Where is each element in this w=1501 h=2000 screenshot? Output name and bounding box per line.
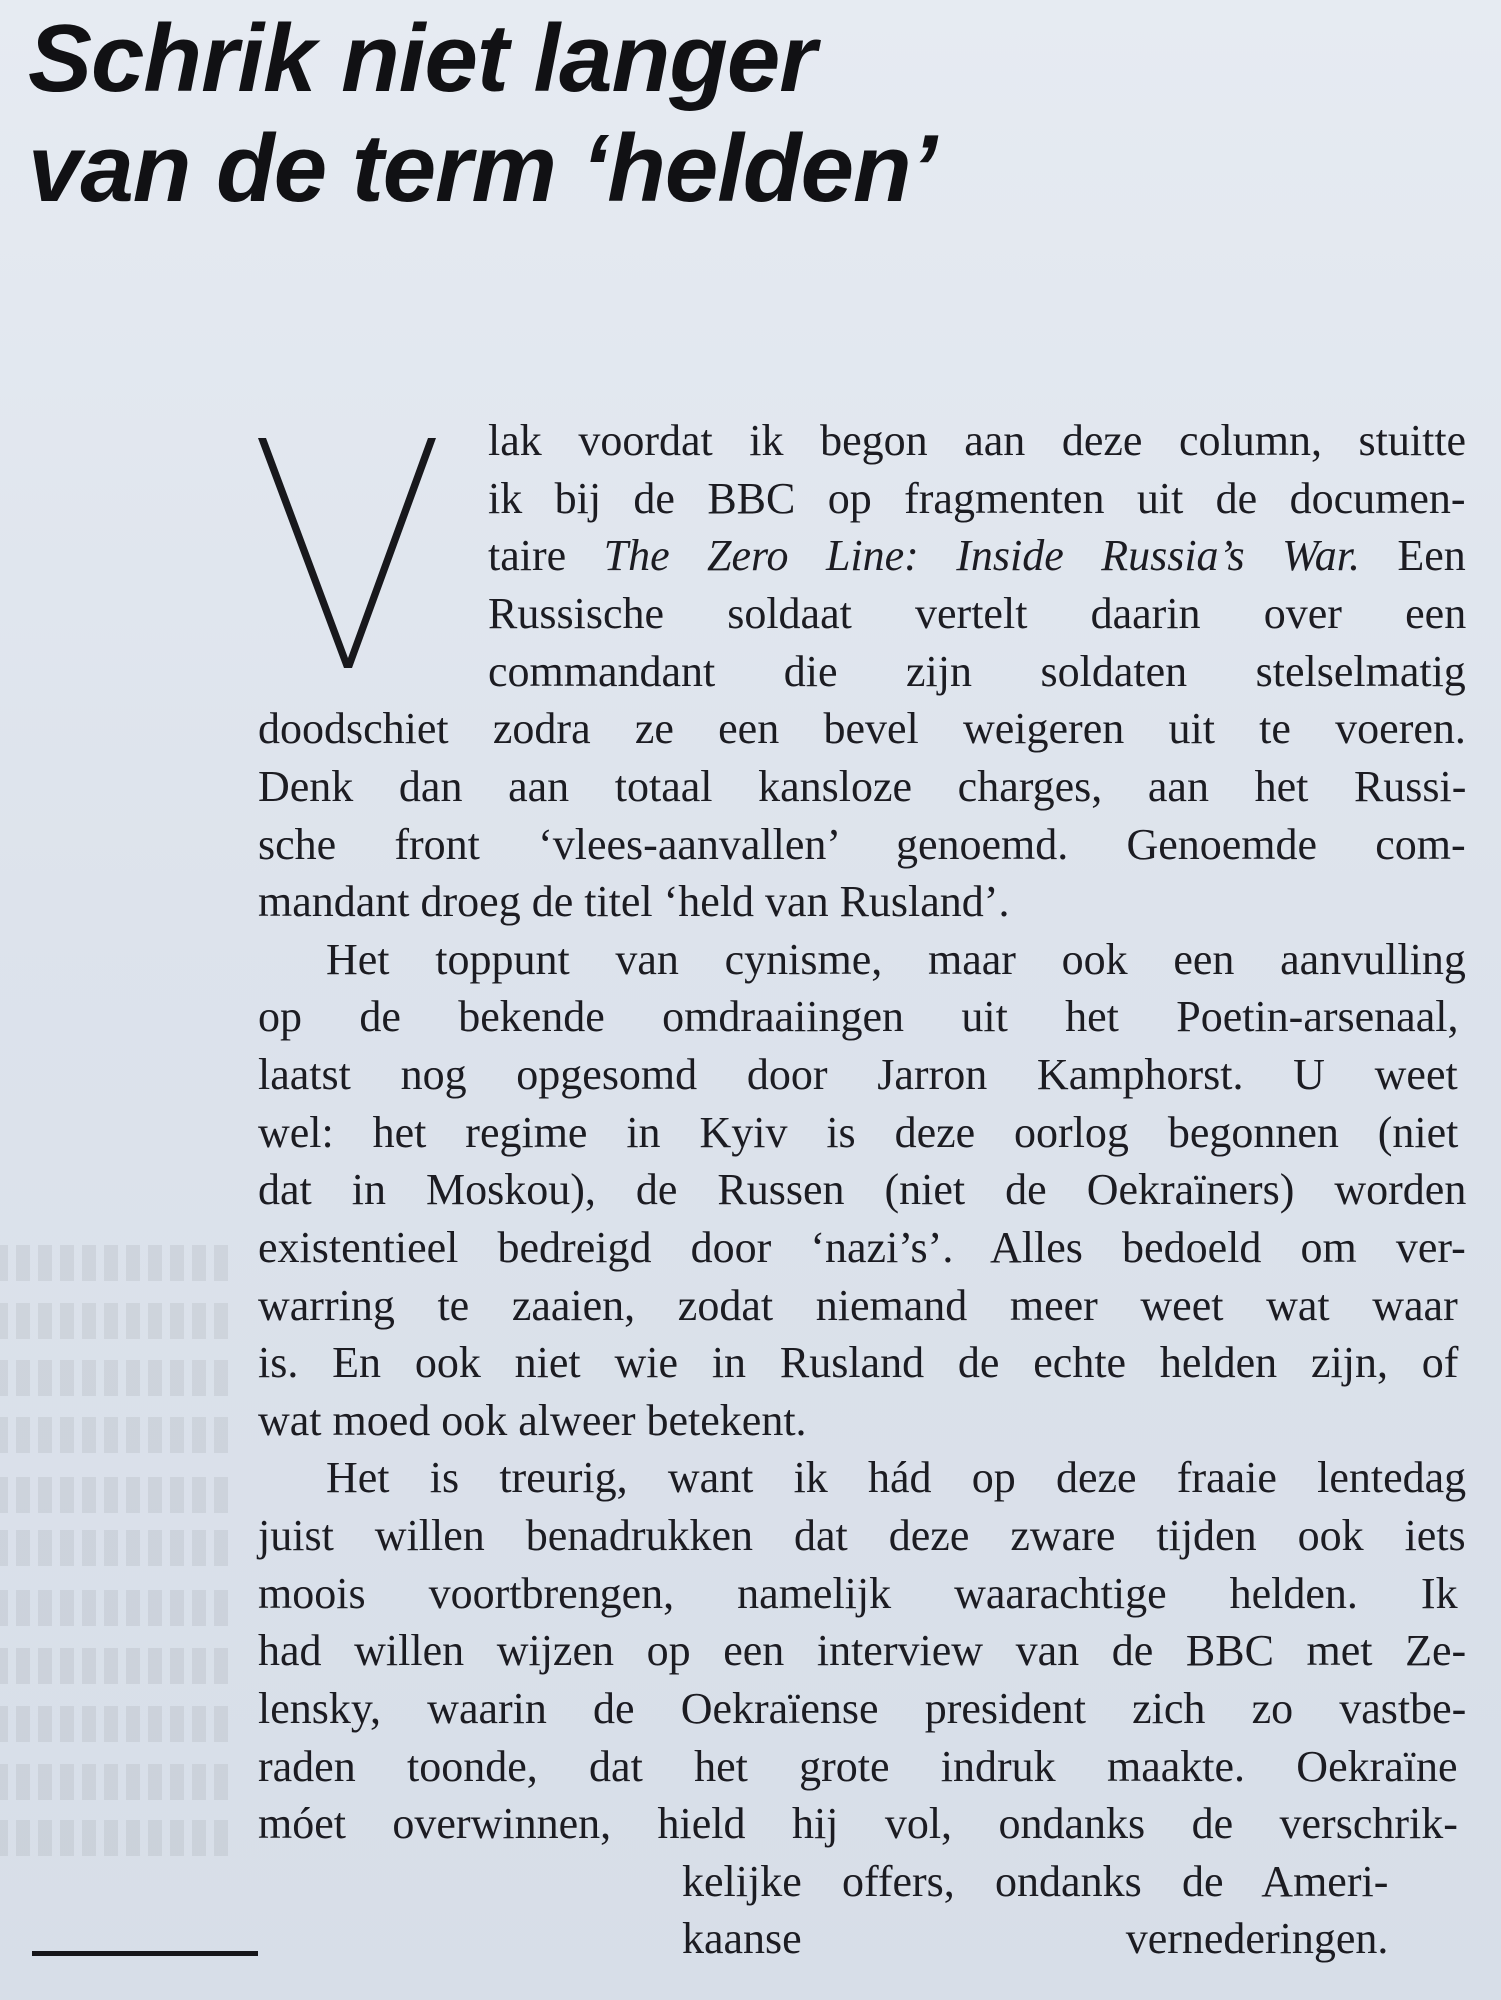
- bleed-through-texture: [0, 1590, 234, 1626]
- bleed-through-texture: [0, 1303, 234, 1339]
- documentary-title: The Zero Line: Inside Russia’s War.: [603, 531, 1360, 580]
- text-line: is. En ook niet wie in Rusland de echte helden zijn, of: [258, 1338, 1459, 1387]
- text-line: Het toppunt van cynisme, maar ook een aanvulling: [326, 935, 1466, 984]
- text-line: mandant droeg de titel ‘held van Rusland’.: [258, 877, 1010, 926]
- column-end-rule: [32, 1951, 258, 1956]
- text-line: móet overwinnen, hield hij vol, ondanks de verschrik-: [258, 1799, 1458, 1848]
- text-line: juist willen benadrukken dat deze zware tijden ook iets: [258, 1511, 1466, 1560]
- text-line: doodschiet zodra ze een bevel weigeren uit te voeren.: [258, 704, 1466, 753]
- text-line: warring te zaaien, zodat niemand meer weet wat waar: [258, 1281, 1458, 1330]
- text-line: wel: het regime in Kyiv is deze oorlog begonnen (niet: [258, 1108, 1459, 1157]
- bleed-through-texture: [0, 1706, 234, 1742]
- text-line: Russische soldaat vertelt daarin over een: [488, 589, 1467, 638]
- bleed-through-texture: [0, 1245, 234, 1281]
- text-line: moois voortbrengen, namelijk waarachtige helden. Ik: [258, 1569, 1458, 1618]
- bleed-through-texture: [0, 1417, 234, 1453]
- text-line: wat moed ook alweer betekent.: [258, 1396, 807, 1445]
- bleed-through-texture: [0, 1360, 234, 1396]
- text-line: commandant die zijn soldaten stelselmatig: [488, 647, 1466, 696]
- text-line: had willen wijzen op een interview van de BBC met Ze-: [258, 1626, 1467, 1675]
- text-line: laatst nog opgesomd door Jarron Kamphorst. U weet: [258, 1050, 1458, 1099]
- headline-line-2: van de term ‘helden’: [28, 115, 937, 222]
- text-line: existentieel bedreigd door ‘nazi’s’. Alles bedoeld om ver-: [258, 1223, 1466, 1272]
- text-line: lensky, waarin de Oekraïense president zich zo vastbe-: [258, 1684, 1467, 1733]
- text-line: Denk dan aan totaal kansloze charges, aan het Russi-: [258, 762, 1467, 811]
- bleed-through-texture: [0, 1530, 234, 1566]
- text-line: dat in Moskou), de Russen (niet de Oekraïners) worden: [258, 1165, 1467, 1214]
- bleed-through-texture: [0, 1764, 234, 1800]
- text-line: op de bekende omdraaiingen uit het Poetin-arsenaal,: [258, 992, 1459, 1041]
- text-line: raden toonde, dat het grote indruk maakte. Oekraïne: [258, 1742, 1458, 1791]
- headline-line-1: Schrik niet langer: [28, 5, 816, 112]
- text-line: Het is treurig, want ik hád op deze fraaie lentedag: [326, 1453, 1467, 1502]
- text-line: kelijke offers, ondanks de Ameri-: [682, 1857, 1389, 1906]
- bleed-through-texture: [0, 1820, 234, 1856]
- bleed-through-texture: [0, 1477, 234, 1513]
- text-line: lak voordat ik begon aan deze column, stuitte: [488, 416, 1467, 465]
- text-segment: taire: [488, 531, 604, 580]
- text-line: [488, 527, 1466, 585]
- text-segment: Een: [1359, 531, 1466, 580]
- bleed-through-texture: [0, 1648, 234, 1684]
- text-line: ik bij de BBC op fragmenten uit de documen-: [488, 474, 1466, 523]
- text-line: sche front ‘vlees-aanvallen’ genoemd. Genoemde com-: [258, 820, 1466, 869]
- text-line: kaanse vernederingen.: [682, 1914, 1389, 1963]
